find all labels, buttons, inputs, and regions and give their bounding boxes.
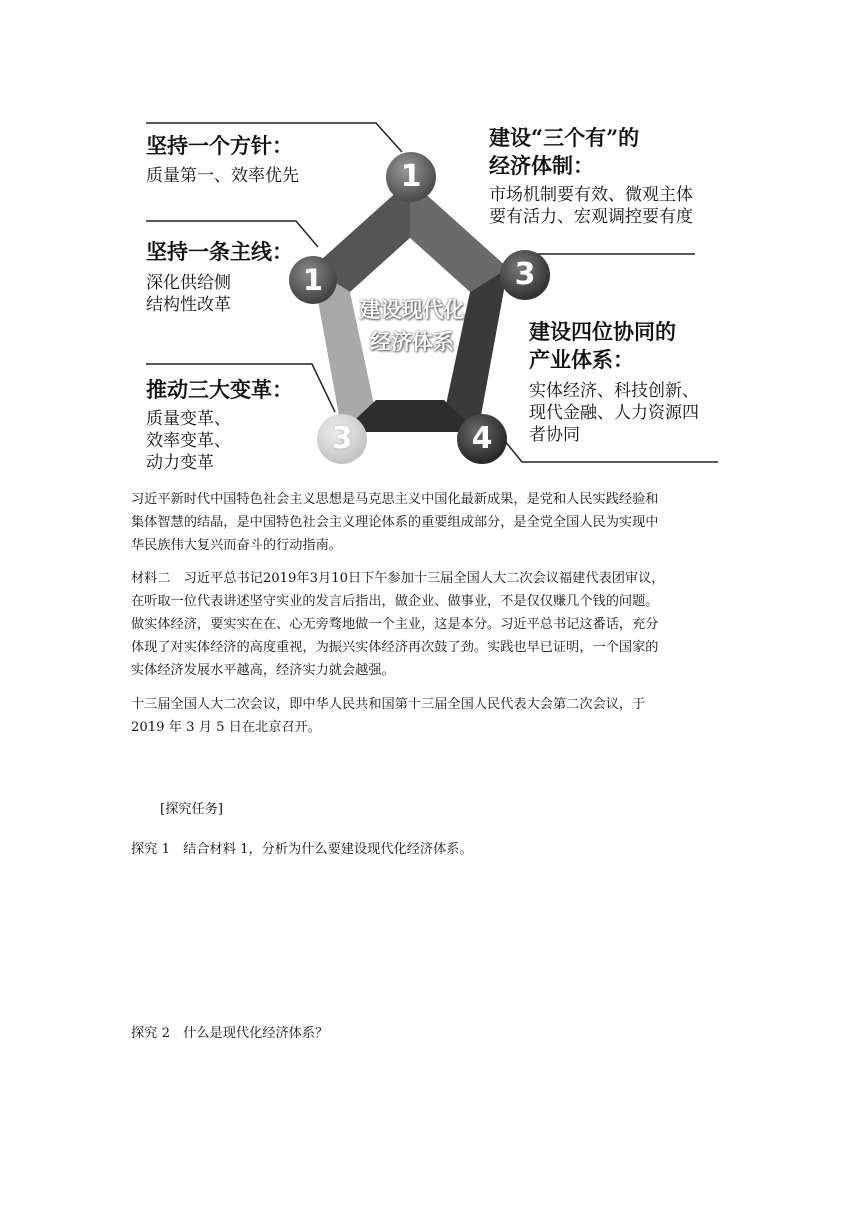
callout-line: 实体经济、科技创新、: [529, 381, 699, 401]
callout-title: 经济体制：: [489, 153, 594, 178]
callout-mid-left: [146, 236, 293, 316]
paragraph-3: [131, 693, 731, 739]
callout-line: 现代金融、人力资源四: [529, 403, 699, 423]
callout-title: 产业体系：: [529, 347, 634, 372]
callout-title: 推动三大变革：: [146, 377, 293, 402]
text-line: 体现了对实体经济的高度重视，为振兴实体经济再次鼓了劲。实践也早已证明，一个国家的: [131, 640, 659, 655]
callout-line: 市场机制要有效、微观主体: [489, 185, 693, 205]
callout-title: 坚持一条主线：: [146, 239, 293, 264]
paragraph-2: [131, 567, 731, 682]
text-line: 2019 年 3 月 5 日在北京召开。: [131, 720, 321, 735]
question-1: 探究 1 结合材料 1，分析为什么要建设现代化经济体系。: [131, 842, 473, 857]
center-line-1: 建设现代化: [359, 298, 465, 322]
callout-line: 要有活力、宏观调控要有度: [489, 207, 693, 227]
badge-bottom-left: 3: [317, 414, 367, 464]
callout-line: 者协同: [529, 425, 580, 445]
text-line: 集体智慧的结晶，是中国特色社会主义理论体系的重要组成部分，是全党全国人民为实现中: [131, 515, 659, 530]
callout-line: 结构性改革: [146, 295, 231, 315]
callout-bottom-left: [146, 374, 293, 474]
text-line: 习近平新时代中国特色社会主义思想是马克思主义中国化最新成果，是党和人民实践经验和: [131, 492, 659, 507]
callout-line: 质量第一、效率优先: [146, 166, 299, 186]
text-line: 华民族伟大复兴而奋斗的行动指南。: [131, 538, 342, 553]
callout-title: 坚持一个方针：: [146, 133, 293, 158]
text-line: 十三届全国人大二次会议，即中华人民共和国第十三届全国人民代表大会第二次会议，于: [131, 697, 646, 712]
callout-line: 动力变革: [146, 453, 214, 473]
callout-top-left: [146, 130, 299, 187]
badge-left: 1: [289, 256, 337, 304]
center-line-2: 经济体系: [370, 330, 454, 354]
badge-bottom-right: 4: [457, 414, 507, 464]
question-2: 探究 2 什么是现代化经济体系？: [131, 1026, 329, 1041]
text-line: 材料二 习近平总书记2019年3月10日下午参加十三届全国人大二次会议福建代表团审议，: [131, 571, 665, 586]
pentagon-graphic: [0, 0, 860, 480]
task-heading: [探究任务]: [160, 802, 224, 817]
diagram-center-label: [352, 294, 472, 358]
text-line: 在听取一位代表讲述坚守实业的发言后指出，做企业、做事业，不是仅仅赚几个钱的问题。: [131, 594, 659, 609]
callout-title: 建设四位协同的: [529, 319, 676, 344]
pentagon-diagram: [0, 0, 860, 480]
text-line: 实体经济发展水平越高，经济实力就会越强。: [131, 663, 395, 678]
callout-line: 质量变革、: [146, 409, 231, 429]
callout-bottom-right: [529, 318, 699, 446]
callout-top-right: [489, 124, 693, 228]
paragraph-1: [131, 488, 731, 557]
callout-title: 建设“三个有”的: [489, 125, 640, 150]
badge-top: 1: [386, 152, 436, 202]
callout-line: 深化供给侧: [146, 273, 231, 293]
badge-right: 3: [500, 250, 550, 300]
text-line: 做实体经济，要实实在在、心无旁骛地做一个主业，这是本分。习近平总书记这番话，充分: [131, 617, 659, 632]
callout-line: 效率变革、: [146, 431, 231, 451]
